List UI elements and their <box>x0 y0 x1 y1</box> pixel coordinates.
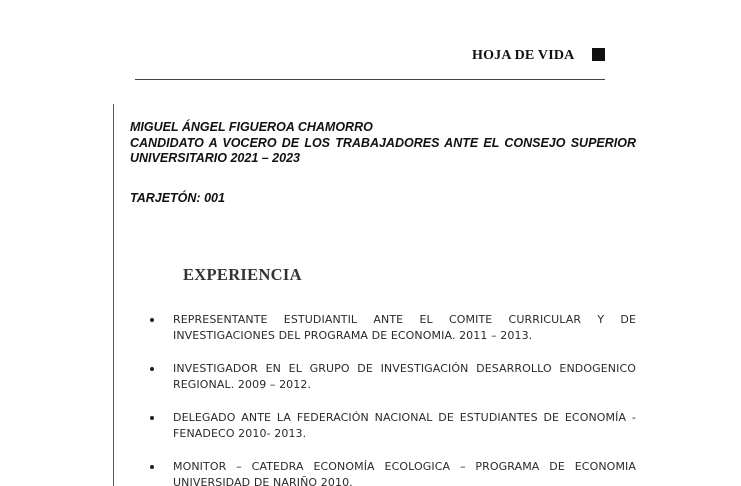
list-item <box>150 410 636 442</box>
header-divider <box>135 79 605 80</box>
candidate-name: MIGUEL ÁNGEL FIGUEROA CHAMORRO <box>130 120 373 134</box>
experience-heading: EXPERIENCIA <box>183 265 302 284</box>
candidate-role-line-2: UNIVERSITARIO 2021 – 2023 <box>130 151 300 165</box>
experience-item-text: INVESTIGADOR EN EL GRUPO DE INVESTIGACIÓN DESARROLLO ENDOGENICO REGIONAL. 2009 – 2012. <box>173 362 636 391</box>
candidate-role-line-1: CANDIDATO A VOCERO DE LOS TRABAJADORES ANTE EL CONSEJO SUPERIOR <box>130 135 636 150</box>
experience-item-text: MONITOR – CATEDRA ECONOMÍA ECOLOGICA – PROGRAMA DE ECONOMIA UNIVERSIDAD DE NARIÑO 2010. <box>173 460 636 486</box>
list-item <box>150 312 636 344</box>
bullet-icon <box>150 318 154 322</box>
bullet-icon <box>150 416 154 420</box>
header-square-marker <box>592 48 605 61</box>
document-header-title: HOJA DE VIDA <box>472 48 575 63</box>
experience-list <box>150 312 636 486</box>
experience-item-text: REPRESENTANTE ESTUDIANTIL ANTE EL COMITE CURRICULAR Y DE INVESTIGACIONES DEL PROGRAMA DE ECONOMIA. 2011 – 2013. <box>173 313 636 342</box>
list-item <box>150 361 636 393</box>
bullet-icon <box>150 465 154 469</box>
experience-item-text: DELEGADO ANTE LA FEDERACIÓN NACIONAL DE ESTUDIANTES DE ECONOMÍA - FENADECO 2010- 2013. <box>173 411 636 440</box>
list-item <box>150 459 636 486</box>
left-margin-rule <box>113 104 114 486</box>
candidate-block <box>130 120 636 167</box>
bullet-icon <box>150 367 154 371</box>
ballot-number: TARJETÓN: 001 <box>130 191 225 205</box>
